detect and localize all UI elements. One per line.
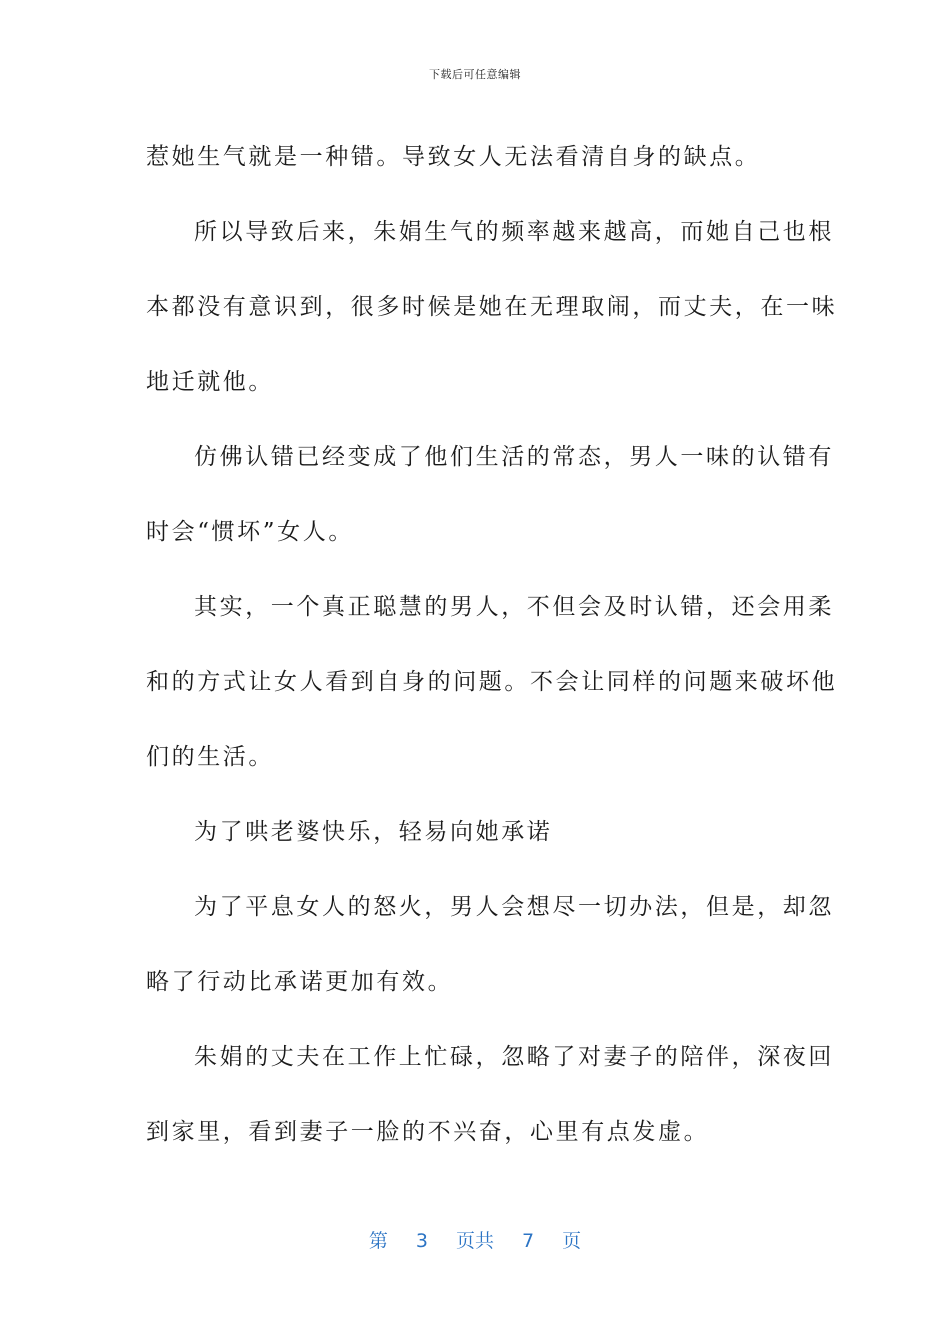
paragraph-line: 略了行动比承诺更加有效。 — [146, 969, 454, 995]
paragraph-line: 为了平息女人的怒火，男人会想尽一切办法，但是，却忽 — [194, 894, 834, 920]
paragraph-line: 们的生活。 — [146, 744, 274, 770]
footer-total-pages: 7 — [522, 1230, 535, 1252]
paragraph-3 — [146, 420, 834, 570]
paragraph-line: 为了哄老婆快乐，轻易向她承诺 — [194, 819, 553, 845]
paragraph-line: 到家里，看到妻子一脸的不兴奋，心里有点发虚。 — [146, 1119, 710, 1145]
footer-suffix: 页 — [562, 1230, 582, 1252]
paragraph-line: 和的方式让女人看到自身的问题。不会让同样的问题来破坏他 — [146, 669, 838, 695]
paragraph-line: 时会“惯坏”女人。 — [146, 519, 354, 545]
page-footer — [0, 1226, 950, 1253]
paragraph-line: 所以导致后来，朱娟生气的频率越来越高，而她自己也根 — [194, 219, 834, 245]
paragraph-line: 地迁就他。 — [146, 369, 274, 395]
paragraph-4 — [146, 570, 838, 795]
header-text: 下载后可任意编辑 — [429, 68, 521, 81]
paragraph-6 — [146, 870, 834, 1020]
paragraph-line: 朱娟的丈夫在工作上忙碌，忽略了对妻子的陪伴，深夜回 — [194, 1044, 834, 1070]
page-header — [0, 66, 950, 82]
paragraph-5-heading — [146, 795, 794, 870]
paragraph-7 — [146, 1020, 834, 1170]
paragraph-line: 仿佛认错已经变成了他们生活的常态，男人一味的认错有 — [194, 444, 834, 470]
paragraph-2 — [146, 195, 838, 420]
document-body — [146, 120, 838, 1170]
paragraph-1 — [146, 120, 794, 195]
footer-prefix: 第 — [368, 1230, 388, 1252]
paragraph-line: 惹她生气就是一种错。导致女人无法看清自身的缺点。 — [146, 144, 761, 170]
footer-middle: 页共 — [455, 1230, 494, 1252]
paragraph-line: 其实，一个真正聪慧的男人，不但会及时认错，还会用柔 — [194, 594, 834, 620]
paragraph-line: 本都没有意识到，很多时候是她在无理取闹，而丈夫，在一味 — [146, 294, 838, 320]
footer-current-page: 3 — [415, 1230, 428, 1252]
